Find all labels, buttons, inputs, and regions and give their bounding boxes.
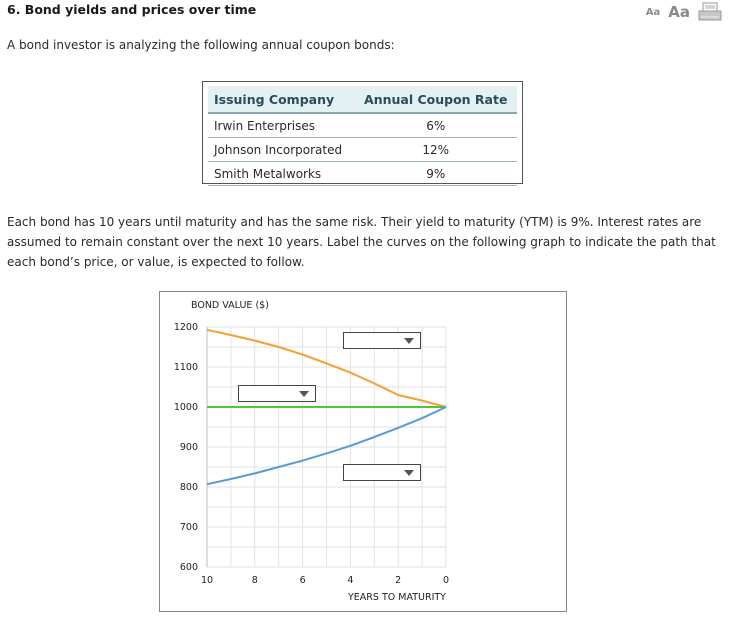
coupon-rate: 12% — [354, 138, 517, 162]
x-tick-label: 0 — [442, 575, 450, 586]
company-name: Smith Metalworks — [208, 162, 354, 186]
x-tick-label: 2 — [395, 575, 402, 586]
header-coupon-rate: Annual Coupon Rate — [354, 86, 517, 113]
bond-value-graph — [159, 291, 567, 612]
y-tick-label: 1200 — [173, 322, 198, 333]
company-name: Irwin Enterprises — [208, 113, 354, 138]
header-issuing-company: Issuing Company — [208, 86, 354, 113]
y-tick-label: 700 — [179, 522, 198, 533]
company-name: Johnson Incorporated — [208, 138, 354, 162]
y-tick-label: 900 — [179, 442, 198, 453]
print-icon[interactable] — [698, 2, 722, 22]
toolbar — [646, 2, 722, 22]
y-tick-label: 1000 — [173, 402, 198, 413]
y-tick-label: 1100 — [173, 362, 198, 373]
question-title: 6. Bond yields and prices over time — [7, 2, 257, 17]
y-tick-label: 800 — [179, 482, 198, 493]
table-row — [208, 138, 517, 162]
dropdown-par-curve[interactable] — [238, 385, 316, 402]
x-tick-label: 8 — [251, 575, 258, 586]
coupon-rate: 6% — [354, 113, 517, 138]
y-axis-label: BOND VALUE ($) — [191, 300, 269, 311]
x-tick-label: 4 — [347, 575, 354, 586]
x-tick-label: 10 — [200, 575, 214, 586]
intro-text: A bond investor is analyzing the following annual coupon bonds: — [7, 38, 395, 52]
dropdown-discount-curve[interactable] — [343, 464, 421, 481]
x-tick-label: 6 — [299, 575, 306, 586]
text-size-large-button[interactable]: Aa — [668, 3, 690, 21]
coupon-rate: 9% — [354, 162, 517, 186]
chevron-down-icon — [299, 391, 309, 397]
y-tick-label: 600 — [179, 562, 198, 573]
table-row — [208, 113, 517, 138]
text-size-small-button[interactable]: Aa — [645, 6, 661, 18]
chevron-down-icon — [404, 338, 414, 344]
table-row — [208, 162, 517, 186]
chevron-down-icon — [404, 470, 414, 476]
dropdown-premium-curve[interactable] — [343, 332, 421, 349]
question-paragraph: Each bond has 10 years until maturity and has the same risk. Their yield to maturity (YTM) is 9%. Interest rates are assumed to remain constant over the next 10 years. Label the curves on the following graph to indicate the path that each bond’s price, or value, is expected to follow. — [7, 215, 716, 269]
x-axis-label: YEARS TO MATURITY — [348, 592, 446, 603]
coupon-table — [202, 81, 523, 184]
